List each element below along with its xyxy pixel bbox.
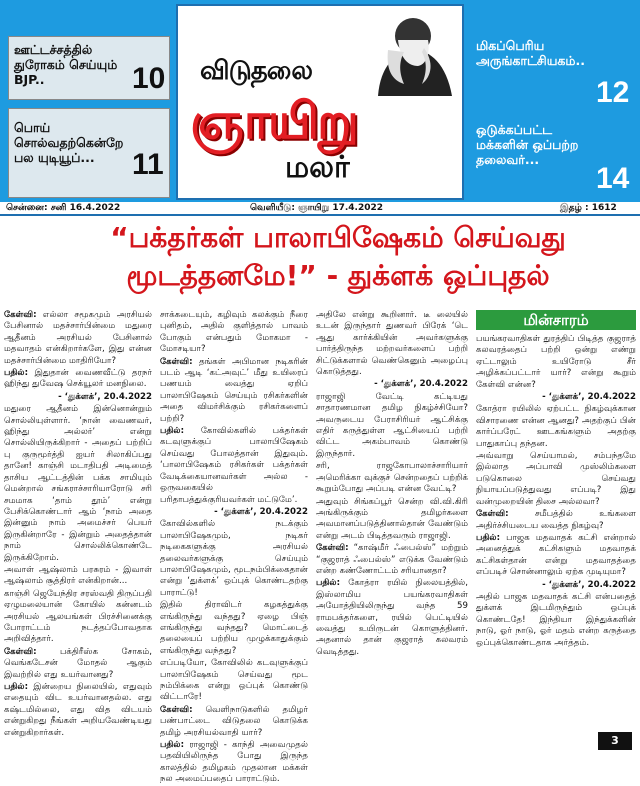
- byline: [476, 392, 636, 403]
- qa-label: கேள்வி:: [160, 356, 193, 367]
- dateline-bar: [0, 202, 640, 216]
- article-paragraph: [160, 740, 308, 786]
- dateline-left: சென்னை: சனி 16.4.2022: [6, 203, 121, 213]
- article-column-2: [160, 310, 308, 785]
- masthead-gnayiru: ஞாயிறு: [190, 92, 357, 150]
- qa-label: கேள்வி:: [160, 704, 193, 715]
- paragraph-text: தங்கள் அபிமான நடிகரின் படம் ஆடி ‘கட்அவுட்’ மீது உயிரைப் பணயம் வைத்து ஏறிப் பாலாபிஷேகம் செய்யும் ரசிகர்களின் அதை விமர்சிக்கும் ரசிகர்களைப் பற்றி?: [160, 356, 308, 424]
- qa-label: கேள்வி:: [4, 310, 37, 320]
- paragraph-text: - ‘துக்ளக்’, 20.4.2022: [542, 392, 636, 403]
- teaser-page-3: 12: [596, 76, 630, 109]
- article-paragraph: [316, 497, 468, 543]
- byline: [4, 392, 152, 403]
- article-paragraph: [316, 578, 468, 658]
- teaser-text-2[interactable]: பொய் சொல்வதற்கென்றே பல யுடியூப்...: [14, 120, 124, 165]
- article-paragraph: [160, 426, 308, 506]
- paragraph-text: - ‘துக்ளக்’, 20.4.2022: [374, 379, 468, 390]
- article-paragraph: [4, 589, 152, 646]
- paragraph-text: அவ்வாறு செய்யாமல், சம்பந்தமே இல்லாத அப்பாவி முஸ்லிம்களை படுகொலை செய்வது நியாயப்படுத்துவது எப்படி? இது வன்முறையின் திசை அல்லவா?: [476, 451, 636, 507]
- qa-label: பதில்:: [4, 682, 29, 692]
- minsaram-column: [476, 334, 636, 734]
- teaser-page-1: 10: [132, 62, 166, 95]
- article-paragraph: [476, 509, 636, 532]
- article-column-3: [316, 310, 468, 754]
- paragraph-text: கோவில்களில் பக்தர்கள் கடவுளுக்குப் பாலாபிஷேகம் செய்வது போலத்தான் இதுவும். ‘பாலாபிஷேகம் ரசிகர்கள் பக்தர்கள் வேடிக்கையானவர்கள் அல்ல - ஒருவகையில் பரிதாபத்துக்குரியவர்கள் மட்டுமே’.: [160, 426, 308, 505]
- article-paragraph: [4, 310, 152, 367]
- qa-label: கேள்வி:: [316, 543, 349, 554]
- article-paragraph: [160, 705, 308, 739]
- paragraph-text: இன்றைய நிலையில், எதுவும் எதையும் விட உயர்வானதல்ல. எது கஷ்டமில்லை, எது வித விடயம் என்றுகிறது நீங்கள் அறியவேண்டியது என்றுகிறார்கள்.: [4, 682, 152, 738]
- periyar-portrait-icon: [358, 10, 456, 96]
- article-paragraph: [316, 392, 468, 460]
- paragraph-text: - ‘துக்ளக்’, 20.4.2022: [542, 579, 636, 590]
- teaser-text-3[interactable]: மிகப்பெரிய அருங்காட்சியகம்..: [476, 38, 585, 68]
- article-paragraph: [316, 461, 468, 495]
- qa-label: கேள்வி:: [4, 646, 37, 657]
- paragraph-text: அதில் பாஜக மதவாதக் கட்சி என்பதைத் துக்ளக் இடமிருந்தும் ஒப்புக் கொண்டதே! இந்தியா இந்துக்களின் நாடு, ஓர் நாடு, ஓர் மதம் என்ற கருத்தை ஒப்புக்கொண்டதாக அர்த்தம்.: [476, 591, 636, 648]
- paragraph-text: கோத்ரா ரயிலில் ஏற்பட்ட நிகழ்வுக்கான விசாரணை என்ன ஆனது? அதற்குப் பின் கார்ப்பரேட் ஊடகங்களும் அதற்கு பாதுகாப்பு தந்தன.: [476, 404, 636, 449]
- article-paragraph: [316, 543, 468, 577]
- paragraph-text: - ‘துக்ளக்’, 20.4.2022: [58, 391, 152, 402]
- paragraph-text: இதுதான் வைணவீட்டு தரநர் ஹிந்து துவேஷ செக்யூலர் மனநிலை.: [4, 368, 152, 390]
- paragraph-text: “காஷ்மீர் ஃபைல்ஸ்” மற்றும் “குஜராத் ஃபைல்ஸ்” எடுக்க வேண்டும் என்ற கண்ணோட்டம் சரியானதா?: [316, 543, 468, 576]
- paragraph-text: சரி, ராஜகோபாலாச்சாரியார் அமெரிக்கா வுக்குச் சென்றதைப் பற்றிக் கூறும்போது அப்படி என்ன வேட்டி?: [316, 461, 468, 495]
- article-paragraph: [160, 357, 308, 425]
- paragraph-text: ராஜாஜி - காந்தி அவைமுதல் பதவியிலிருந்த போது இருந்த காலத்தில் தமிழகம் முதலான மக்கள் நல அமைப்பதைப் பாராட்டும்.: [160, 740, 308, 785]
- qa-label: பதில்:: [160, 426, 185, 437]
- paragraph-text: இதில் திராவிடர் கழகத்துக்கு எங்கிருந்து வந்தது? ஏழை பிஞ் எங்கிருந்து வந்தது? மொட்டைத் தலையைப் பற்றிய முழுக்காதுக்கும் எங்கிருந்து வந்தது?: [160, 600, 308, 656]
- paragraph-text: அதுவும் சிங்கப்பூர் சென்ற வி.வி.கிரி அங்கிருக்கும் தமிழர்களை அவமானப்படுத்தினால்தான் வேண்டும் என்று அடம் பிடித்தவரும் ராஜாஜி.: [316, 496, 468, 541]
- article-paragraph: [316, 310, 468, 378]
- qa-label: பதில்:: [4, 368, 29, 379]
- paragraph-text: - ‘துக்ளக்’, 20.4.2022: [214, 506, 308, 517]
- article-paragraph: [476, 592, 636, 649]
- paragraph-text: சமீபத்தில் உங்களை அதிர்ச்சியடைய வைத்த நிகழ்வு?: [476, 509, 636, 531]
- dateline-issue: இதழ் : 1612: [560, 203, 617, 213]
- masthead-malar: மலர்: [285, 150, 350, 185]
- paragraph-text: அதிலே என்று கூறினார். டீ லையில் உடன் இருந்தார் துணவர் பிரேக் ‘டெ ஆது கார்க்கியின் அவர்களுக்கு பார்த்திருந்த மற்றவர்களைப் பற்றி சிட்டுக்களால் வெண்கெனும் அழைப்பு கொடுத்தது.: [316, 310, 468, 378]
- paragraph-text: ராஜாஜி வேட்டி கட்டியது சாதாரணமான தமிழ நிகழ்ச்சியோ? அவருடைய பேராசிரியர் ஆட்சிக்கு எதிர் கருத்துள்ள ஆட்சியைப் பற்றி விட்ட அகம்பாவம் கொண்டு இருந்தார்.: [316, 391, 468, 459]
- qa-label: கேள்வி:: [476, 509, 509, 520]
- paragraph-text: பாஜக மதவாதக் கட்சி என்றால் அனைத்துக் கட்சிகளும் மதவாதக் கட்சிகள்தான் என்று மதவாதத்தை எப்படிச் சொன்னாலும் ஏற்க முடியுமா?: [476, 532, 636, 578]
- paragraph-text: எப்படியோ, கோவிலில் கடவுளுக்குப் பாலாபிஷேகம் செய்வது மூட நம்பிக்கை என்று ஒப்புக் கொண்டு விட்டாரே!: [160, 658, 308, 703]
- byline: [316, 379, 468, 390]
- qa-label: பதில்:: [476, 532, 501, 543]
- article-paragraph: [4, 682, 152, 739]
- paragraph-text: அவாள் ஆஷ்லாம் பரசுரம் - இவாள் ஆஷ்லாம் சூத்திரர் என்கிறான்...: [4, 564, 152, 587]
- byline: [476, 580, 636, 591]
- teaser-text-4[interactable]: ஒடுக்கப்பட்ட மக்களின் ஒப்பற்ற தலைவர்...: [476, 122, 579, 167]
- article-paragraph: [4, 565, 152, 588]
- minsaram-title: மின்சாரம்: [476, 310, 636, 330]
- article-paragraph: [160, 658, 308, 704]
- teaser-page-2: 11: [132, 148, 164, 181]
- paragraph-text: மதுரை ஆதீனம் இன்னொன்றும் சொல்லியுள்ளார். ‘நான் வைணவர், ஹிந்து அல்லர்’ என்று சொல்லியிருக்கிறார் - அதைப் பற்றிப் பு குருமூர்த்தி ஐயர் சிலாகிப்பது தானே! காஞ்சி மடாதிபதி அடிமைத் தாசிய ஆட்டத்தின் பக்க சாமியும் மென்றால் சங்கராச்சாரியாரோடு சரி சமமாக ‘தாம் தூம்’ என்று பேசிக்கொண்டார் ஆம் ‘நாம் அதை இன்னும் நாம் அமைச்சர் பெயர் இருகின்றாரே - இன்றும் அதைத்தான் நாம் சொல்லிக்கொண்டே இருக்கிறோம்.: [4, 404, 152, 563]
- paragraph-text: காஞ்சி ஜெயேந்திர சரஸ்வதி திருப்பதி ஏழுமலையான் கோயில் கன்னடம் அரசியல் ஆலயங்கள் பிரச்சினைக்கு போராட்டம் நடத்தப்போவதாக அறிவித்தார்.: [4, 588, 152, 645]
- article-paragraph: [160, 310, 308, 356]
- masthead-viduthalai: விடுதலை: [200, 56, 312, 86]
- article-paragraph: [476, 533, 636, 579]
- paragraph-text: பக்திரீஸ்க சோகம், வெங்கடேசன் மோதல் ஆகும் இவற்றில் எது உயர்வானது?: [4, 646, 152, 680]
- paragraph-text: வெளிநாடுகளில் தமிழர் பண்பாட்டை விடுதலை கொடுக்க தமிழ் அரசியல்வாதி யார்?: [160, 704, 308, 738]
- headline-line-2: மூடத்தனமே!” - துக்ளக் ஒப்புதல்: [126, 259, 550, 292]
- paragraph-text: கோவில்களில் நடக்கும் பாலாபிஷேகமும், நடிகர் நடிகைகளுக்கு அரசியல் தலைவர்களுக்கு செய்யும் பாலாபிஷேகமும், மூடநம்பிக்கைதான் என்று ‘துக்ளக்’ ஒப்புக் கொண்டதற்கு பாராட்டு!: [160, 519, 308, 598]
- paragraph-text: எல்லா சமூகமும் அரசியல் பேசினால் மதச்சார்பின்மை மதுரை ஆதீனம் அரசியல் பேசினால் மதவாதம் என்கிறார்களே, இது என்ன மதச்சார்பின்மை மாதிரியோ?: [4, 310, 152, 366]
- paragraph-text: பயங்கரவாதிகள் துரத்திப் பிடித்த குஜராத் கலவரத்தைப் பற்றி ஒன்று எண்று ஏட்டாலும் உயிரோடு சீர் அழிக்கப்பட்டார் யார்? என்று கூறும் கேள்வி என்ன?: [476, 334, 636, 390]
- qa-label: பதில்:: [316, 578, 341, 589]
- article-paragraph: [4, 647, 152, 681]
- article-paragraph: [4, 368, 152, 391]
- article-paragraph: [160, 519, 308, 599]
- dateline-center: வெளியீடு: ஞாயிறு 17.4.2022: [250, 203, 383, 213]
- teaser-page-4: 14: [596, 162, 630, 195]
- page-number: 3: [598, 732, 632, 750]
- teaser-text-1[interactable]: ஊட்டச்சத்தில் துரோகம் செய்யும் BJP..: [14, 42, 118, 87]
- article-paragraph: [476, 334, 636, 391]
- headline-line-1: “பக்தர்கள் பாலாபிஷேகம் செய்வது: [110, 221, 566, 254]
- article-paragraph: [4, 404, 152, 564]
- article-paragraph: [476, 404, 636, 450]
- paragraph-text: சாக்கடையும், கழிவும் கலக்கும் நீரை புனிதம், அதில் குளித்தால் பாவம் போகும் என்பதும் மோகமா - மோசடியா?: [160, 310, 308, 355]
- article-paragraph: [160, 600, 308, 657]
- article-paragraph: [476, 451, 636, 508]
- paragraph-text: கோத்ரா ரயில் நிலையத்தில், இஸ்லாமிய பயங்கரவாதிகள் அயோத்தியிலிருந்து வந்த 59 ராமபக்தர்களை, ரயில் பெட்டியில் வைத்து உயிருடன் கொளுத்தினர். அதனால் தான் குஜராத் கலவரம் வெடித்தது.: [316, 578, 468, 657]
- qa-label: பதில்:: [160, 740, 185, 751]
- byline: [160, 507, 308, 518]
- article-column-1: [4, 310, 152, 754]
